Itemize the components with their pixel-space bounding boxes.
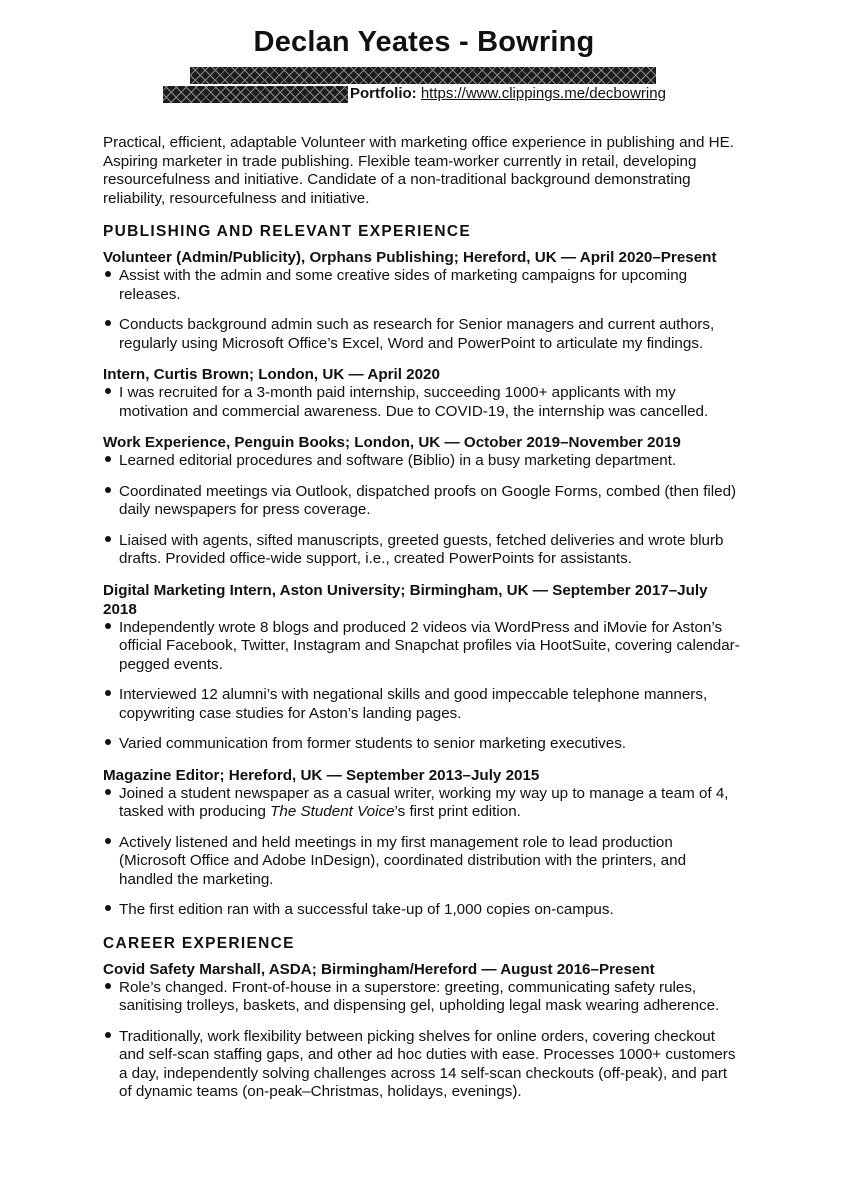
- bullet-item: Varied communication from former students to senior marketing executives.: [103, 735, 743, 754]
- bullet-item: Joined a student newspaper as a casual writer, working my way up to manage a team of 4, tasked with producing The Student Voice’s first print edition.: [103, 785, 743, 822]
- job-title: Covid Safety Marshall, ASDA; Birmingham/Hereford — August 2016–Present: [103, 960, 655, 978]
- portfolio-link[interactable]: https://www.clippings.me/decbowring: [420, 85, 666, 102]
- job-bullets: [103, 619, 743, 754]
- job-entry: [103, 960, 743, 1102]
- job-bullets: [103, 452, 743, 569]
- job-bullets: [103, 785, 743, 920]
- redacted-contact-line-2: [163, 86, 348, 103]
- bullet-item: Liaised with agents, sifted manuscripts, greeted guests, fetched deliveries and wrote blurb drafts. Provided office-wide support, i.e., created PowerPoints for assistants.: [103, 532, 743, 569]
- portfolio-line: [350, 85, 666, 102]
- candidate-name: Declan Yeates - Bowring: [253, 26, 595, 58]
- bullet-item: Conducts background admin such as research for Senior managers and current authors, regularly using Microsoft Office’s Excel, Word and PowerPoint to articulate my findings.: [103, 316, 743, 353]
- job-title: Work Experience, Penguin Books; London, UK — October 2019–November 2019: [103, 434, 681, 451]
- bullet-item: Learned editorial procedures and software (Biblio) in a busy marketing department.: [103, 452, 743, 471]
- job-entry: [103, 433, 743, 569]
- redacted-contact-line-1: [190, 67, 656, 84]
- bullet-item: Actively listened and held meetings in my first management role to lead production (Microsoft Office and Adobe InDesign), coordinated distribution with the printers, and handled the marketing.: [103, 834, 743, 890]
- portfolio-label: Portfolio:: [350, 85, 417, 102]
- bullet-item: Interviewed 12 alumni’s with negational skills and good impeccable telephone manners, copywriting case studies for Aston’s landing pages.: [103, 686, 743, 723]
- job-title: Magazine Editor; Hereford, UK — September 2013–July 2015: [103, 766, 540, 784]
- job-title: Volunteer (Admin/Publicity), Orphans Publishing; Hereford, UK — April 2020–Present: [103, 249, 717, 266]
- resume-content: [103, 134, 743, 1102]
- job-title: Intern, Curtis Brown; London, UK — April 2020: [103, 366, 440, 383]
- job-bullets: [103, 979, 743, 1102]
- job-bullets: [103, 267, 743, 353]
- section-heading-career: CAREER EXPERIENCE: [103, 934, 295, 952]
- job-entry: [103, 581, 743, 754]
- job-entry: [103, 248, 743, 353]
- job-entry: [103, 766, 743, 920]
- section-heading-publishing: PUBLISHING AND RELEVANT EXPERIENCE: [103, 223, 472, 240]
- bullet-item: The first edition ran with a successful take-up of 1,000 copies on-campus.: [103, 901, 743, 920]
- job-bullets: [103, 384, 743, 421]
- bullet-item: Traditionally, work flexibility between picking shelves for online orders, covering checkout and self-scan staffing gaps, and other ad hoc duties with ease. Processes 1000+ customers a day, independently solving challenges across 14 self-scan checkouts (off-peak), and part of dynamic teams (on-peak–Christmas, holidays, evenings).: [103, 1028, 743, 1102]
- job-title: Digital Marketing Intern, Aston University; Birmingham, UK — September 2017–July 2018: [103, 581, 708, 618]
- publication-title: The Student Voice: [270, 803, 395, 820]
- profile-summary: Practical, efficient, adaptable Volunteer with marketing office experience in publishing and HE. Aspiring marketer in trade publishing. Flexible team-worker currently in retail, developing resourcefulness and initiative. Candidate of a non-traditional background demonstrating reliability, resourcefulness and initiative.: [103, 134, 734, 207]
- bullet-item: Coordinated meetings via Outlook, dispatched proofs on Google Forms, combed (then filed) daily newspapers for press coverage.: [103, 483, 743, 520]
- bullet-item: Independently wrote 8 blogs and produced 2 videos via WordPress and iMovie for Aston’s official Facebook, Twitter, Instagram and Snapchat profiles via HootSuite, covering calendar-pegged events.: [103, 619, 743, 675]
- job-entry: [103, 365, 743, 421]
- bullet-item: I was recruited for a 3-month paid internship, succeeding 1000+ applicants with my motivation and commercial awareness. Due to COVID-19, the internship was cancelled.: [103, 384, 743, 421]
- bullet-item: Assist with the admin and some creative sides of marketing campaigns for upcoming releases.: [103, 267, 743, 304]
- bullet-item: Role’s changed. Front-of-house in a superstore: greeting, communicating safety rules, sanitising trolleys, baskets, and dispensing gel, upholding legal mask wearing adherence.: [103, 979, 743, 1016]
